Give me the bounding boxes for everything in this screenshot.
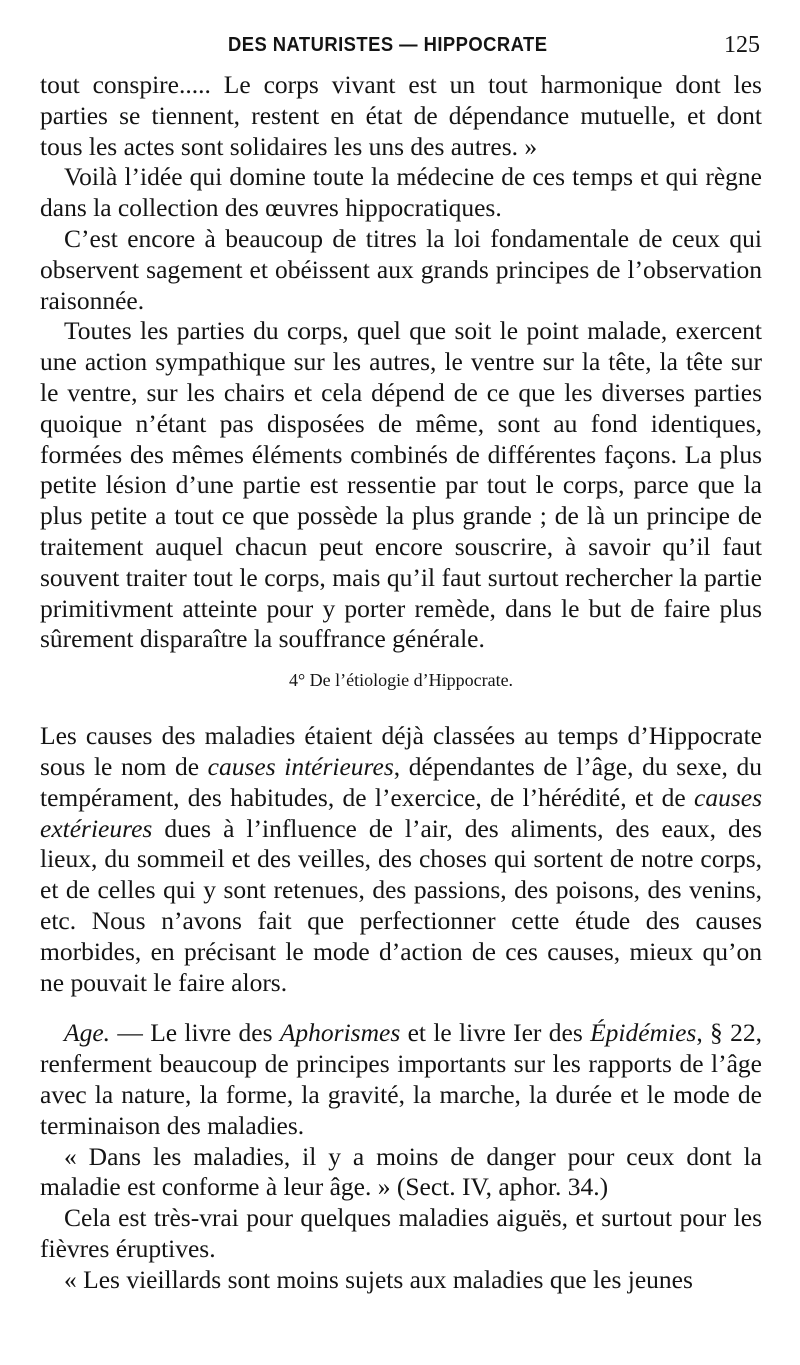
paragraph-8: Cela est très-vrai pour quelques maladies aiguës, et surtout pour les fièvres éruptives. [40,1203,762,1263]
section-heading: 4° De l’étiologie d’Hippocrate. [288,670,514,691]
p6-italic-1: Age. [64,1018,111,1048]
paragraph-4: Toutes les parties du corps, quel que soit le point malade, exercent une action sympathique sur les autres, le ventre sur la tête, la tête sur le ventre, sur les chairs et cela dépend de ce que les diverses parties quoique n’étant pas disposées de même, sont au fond identiques, formées des mêmes éléments combinés de différentes façons. La plus petite lésion d’une partie est ressentie par tout le corps, parce que la plus petite a tout ce que possède la plus grande ; de là un principe de traitement auquel chacun peut encore souscrire, à savoir qu’il faut souvent traiter tout le corps, mais qu’il faut surtout rechercher la partie primitivment atteinte pour y porter remède, dans le but de faire plus sûrement disparaître la souffrance générale. [40,316,762,654]
p5-text-c: dues à l’influence de l’air, des aliments, des eaux, des lieux, du sommeil et des veilles, des choses qui sortent de notre corps, et de celles qui y sont retenues, des passions, des poisons, des venins, etc. Nous n’avons fait que perfectionner cette étude des causes morbides, en précisant le mode d’action de ces causes, mieux qu’on ne pouvait le faire alors. [40,813,762,997]
paragraph-gap [40,998,762,1018]
page-header [0,32,800,62]
paragraph-5 [40,721,762,998]
p6-text-b: et le livre Ier des [400,1018,591,1048]
p6-text-c: , § 22, renferment beaucoup de principes importants sur les rapports de l’âge avec la nature, la forme, la gravité, la marche, la durée et le mode de terminaison des maladies. [40,1018,762,1140]
p5-text-b: , dépendantes de l’âge, du sexe, du tempérament, des habitudes, de l’exercice, de l’hérédité, et de [40,751,762,812]
page-number: 125 [724,32,760,58]
paragraph-3: C’est encore à beaucoup de titres la loi fondamentale de ceux qui observent sagement et obéissent aux grands principes de l’observation raisonnée. [40,223,762,315]
paragraph-6 [40,1018,762,1141]
running-head: DES NATURISTES — HIPPOCRATE [228,34,548,56]
p6-text-a: — Le livre des [110,1018,280,1048]
paragraph-7: « Dans les maladies, il y a moins de danger pour ceux dont la maladie est conforme à leur âge. » (Sect. IV, aphor. 34.) [40,1141,762,1202]
p6-italic-3: Épidémies [590,1018,697,1048]
paragraph-9: « Les vieillards sont moins sujets aux maladies que les jeunes [64,1264,693,1294]
p5-italic-1: causes intérieures [207,751,394,781]
p6-italic-2: Aphorismes [279,1018,401,1048]
body-text [40,70,762,1295]
p5-italic-2: causes extérieures [40,782,762,843]
paragraph-2: Voilà l’idée qui domine toute la médecine de ces temps et qui règne dans la collection des œuvres hippocratiques. [40,162,762,223]
p5-text-a: Les causes des maladies étaient déjà classées au temps d’Hippocrate sous le nom de [40,721,762,781]
paragraph-1: tout conspire..... Le corps vivant est un tout harmonique dont les parties se tiennent, restent en état de dépendance mutuelle, et dont tous les actes sont solidaires les uns des autres. » [40,70,762,161]
